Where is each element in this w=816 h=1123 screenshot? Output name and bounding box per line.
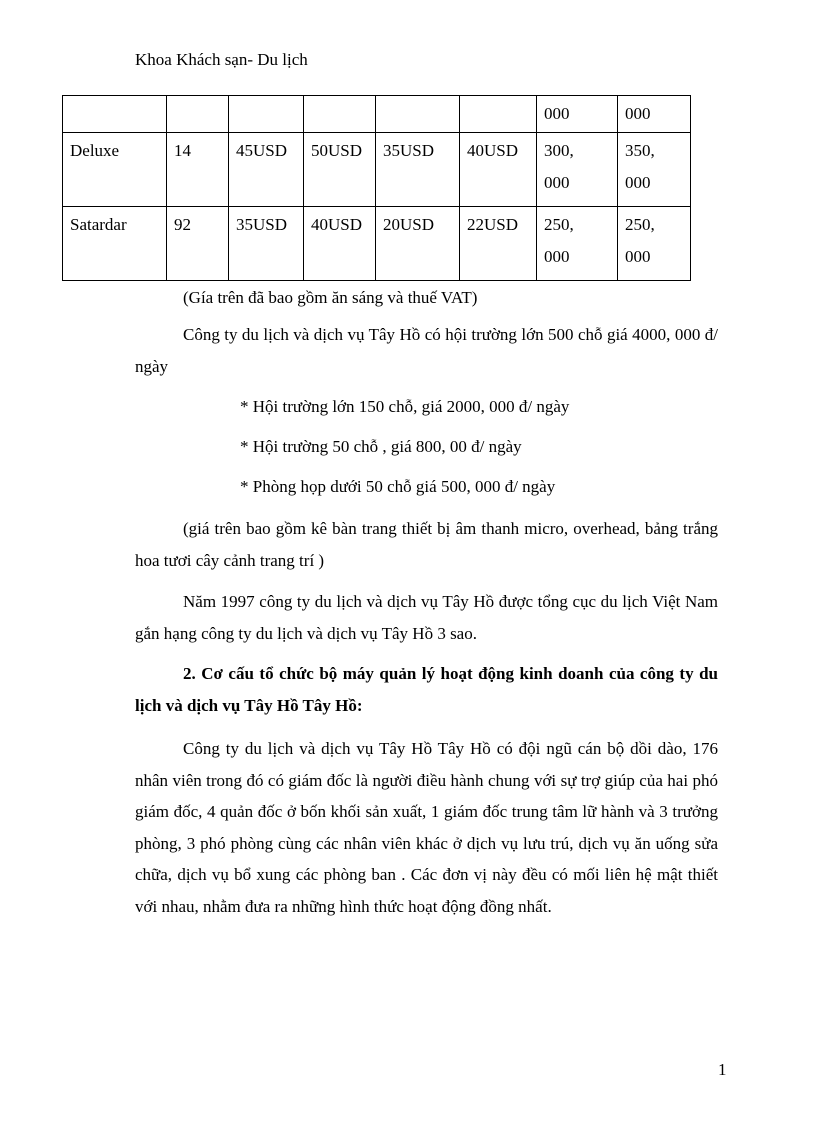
cell-text: 000 — [544, 104, 570, 123]
cell-text: 000 — [544, 247, 570, 266]
table-cell — [618, 133, 691, 207]
section-heading: 2. Cơ cấu tổ chức bộ máy quản lý hoạt động kinh doanh của công ty du lịch và dịch vụ Tây Hồ Tây Hồ: — [135, 664, 718, 715]
table-cell — [229, 207, 304, 281]
table-cell — [460, 207, 537, 281]
table-cell — [304, 207, 376, 281]
cell-text: 92 — [174, 215, 191, 234]
price-note: (Gía trên đã bao gồm ăn sáng và thuế VAT) — [183, 288, 478, 307]
table-cell — [63, 96, 167, 133]
table-cell — [537, 96, 618, 133]
table-cell — [376, 207, 460, 281]
cell-text: 000 — [544, 173, 570, 192]
table-cell — [304, 133, 376, 207]
table-cell — [460, 133, 537, 207]
equipment-note-paragraph: (giá trên bao gồm kê bàn trang thiết bị âm thanh micro, overhead, bảng trắng hoa tươi cây cảnh trang trí ) — [135, 519, 718, 570]
table-cell — [167, 96, 229, 133]
table-cell — [229, 96, 304, 133]
table-cell — [376, 133, 460, 207]
table-cell — [229, 133, 304, 207]
table-cell — [618, 96, 691, 133]
cell-text: 000 — [625, 173, 651, 192]
cell-text: 300, — [544, 141, 574, 160]
table-row — [63, 96, 691, 133]
cell-text: 50USD — [311, 141, 363, 160]
hall-intro-paragraph: Công ty du lịch và dịch vụ Tây Hồ có hội trường lớn 500 chỗ giá 4000, 000 đ/ ngày — [135, 325, 718, 376]
cell-text: Deluxe — [70, 141, 120, 160]
bullet-item: * Phòng họp dưới 50 chỗ giá 500, 000 đ/ ngày — [240, 477, 556, 496]
cell-text: 35USD — [236, 215, 288, 234]
table-cell — [304, 96, 376, 133]
cell-text: 000 — [625, 247, 651, 266]
cell-text: 000 — [625, 104, 651, 123]
page-number: 1 — [718, 1060, 727, 1079]
table-cell — [537, 207, 618, 281]
table-cell — [63, 133, 167, 207]
cell-text: 45USD — [236, 141, 288, 160]
cell-text: 35USD — [383, 141, 435, 160]
table-cell — [63, 207, 167, 281]
cell-text: 250, — [544, 215, 574, 234]
table-cell — [376, 96, 460, 133]
table-cell — [167, 207, 229, 281]
room-rate-table — [62, 95, 691, 281]
bullet-item: * Hội trường 50 chỗ , giá 800, 00 đ/ ngày — [240, 437, 522, 456]
table-cell — [618, 207, 691, 281]
cell-text: 14 — [174, 141, 191, 160]
page-header: Khoa Khách sạn- Du lịch — [135, 50, 308, 69]
table-cell — [460, 96, 537, 133]
table-row — [63, 207, 691, 281]
body-paragraph: Công ty du lịch và dịch vụ Tây Hồ Tây Hồ có đội ngũ cán bộ dồi dào, 176 nhân viên trong đó có giám đốc là người điều hành chung với sự trợ giúp của hai phó giám đốc, 4 quản đốc ở bốn khối sản xuất, 1 giám đốc trung tâm lữ hành và 3 trưởng phòng, 3 phó phòng cùng các nhân viên khác ở dịch vụ lưu trú, dịch vụ ăn uống sửa chữa, dịch vụ bổ xung các phòng ban . Các đơn vị này đều có mối liên hệ mật thiết với nhau, nhằm đưa ra những hình thức hoạt động đồng nhất. — [135, 739, 718, 916]
cell-text: Satardar — [70, 215, 127, 234]
cell-text: 250, — [625, 215, 655, 234]
bullet-item: * Hội trường lớn 150 chỗ, giá 2000, 000 đ/ ngày — [240, 397, 570, 416]
cell-text: 22USD — [467, 215, 519, 234]
cell-text: 40USD — [467, 141, 519, 160]
table-row — [63, 133, 691, 207]
rating-paragraph: Năm 1997 công ty du lịch và dịch vụ Tây Hồ được tổng cục du lịch Việt Nam gắn hạng công ty du lịch và dịch vụ Tây Hồ 3 sao. — [135, 592, 718, 643]
cell-text: 40USD — [311, 215, 363, 234]
cell-text: 350, — [625, 141, 655, 160]
cell-text: 20USD — [383, 215, 435, 234]
table-cell — [537, 133, 618, 207]
table-cell — [167, 133, 229, 207]
